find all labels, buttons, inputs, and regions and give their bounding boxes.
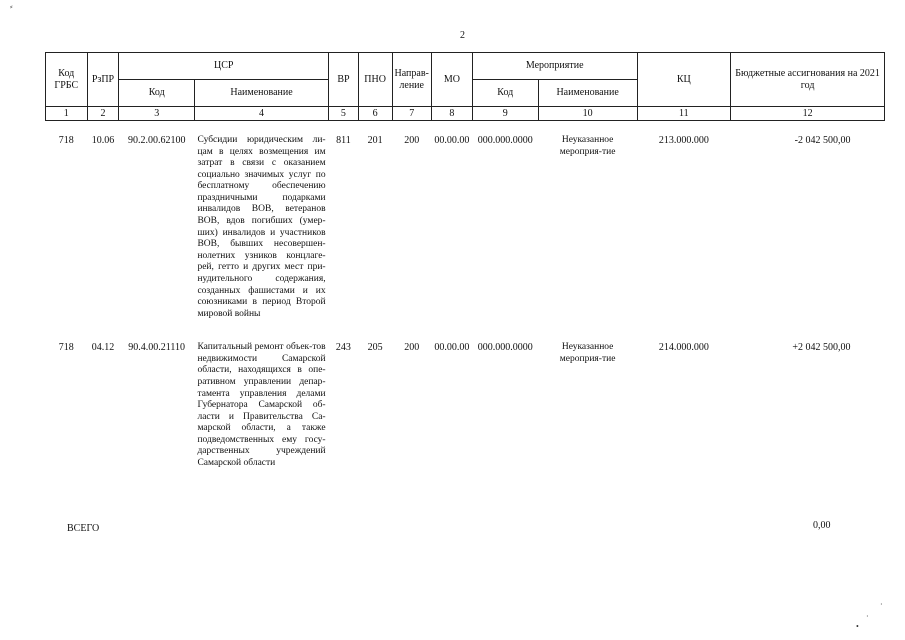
column-number: 10 <box>538 107 637 121</box>
scan-speck: ⸗ <box>10 2 13 11</box>
header-csr: ЦСР <box>119 53 329 80</box>
event-kod-cell: 000.000.0000 <box>477 135 533 146</box>
scan-speck: • <box>856 622 859 631</box>
napr-cell: 200 <box>404 135 420 146</box>
header-mo: МО <box>431 53 472 107</box>
pno-cell: 205 <box>367 342 383 354</box>
table-header <box>46 53 885 121</box>
column-number: 7 <box>392 107 431 121</box>
column-number: 2 <box>87 107 119 121</box>
budget-table <box>45 52 885 470</box>
column-number: 5 <box>329 107 359 121</box>
header-pno: ПНО <box>358 53 392 107</box>
vr-cell: 243 <box>335 342 351 354</box>
csr-name-cell: Капитальный ремонт объек-тов недвижимости Самарской области, находящихся в опе-ративном управлении депар-тамента управления делами Губернатора Самарской об-ласти и Правительства Са-марской области, а также подведомственных ему госу-дарственных учреждений Самарской области <box>197 342 326 469</box>
amount-cell: +2 042 500,00 <box>792 342 851 354</box>
header-event: Мероприятие <box>472 53 637 80</box>
csr-kod-cell: 90.2.00.62100 <box>127 135 186 146</box>
column-number: 9 <box>472 107 538 121</box>
vr-cell: 811 <box>336 135 351 146</box>
column-number: 1 <box>46 107 88 121</box>
mo-cell: 00.00.00 <box>434 135 470 146</box>
header-event-kod: Код <box>472 80 538 107</box>
column-number: 6 <box>358 107 392 121</box>
napr-cell: 200 <box>404 342 420 354</box>
grbs-cell: 718 <box>58 135 74 146</box>
total-label: ВСЕГО <box>67 523 100 534</box>
header-kc: КЦ <box>637 53 731 107</box>
event-kod-cell: 000.000.0000 <box>477 342 533 354</box>
mo-cell: 00.00.00 <box>434 342 470 354</box>
total-value: 0,00 <box>813 520 831 531</box>
event-name-cell: Неуказанное мероприя-тие <box>559 135 616 157</box>
rzpr-cell: 10.06 <box>91 135 115 146</box>
scan-speck: · <box>866 612 869 621</box>
column-number: 8 <box>431 107 472 121</box>
column-number: 11 <box>637 107 731 121</box>
grbs-cell: 718 <box>58 342 74 354</box>
table-row <box>46 135 885 320</box>
header-kod-grbs: Код ГРБС <box>46 53 88 107</box>
column-number: 3 <box>119 107 195 121</box>
page-number: 2 <box>460 30 465 41</box>
column-numbers-row <box>46 107 885 121</box>
csr-kod-cell: 90.4.00.21110 <box>128 342 186 354</box>
column-number: 4 <box>194 107 328 121</box>
header-vr: ВР <box>329 53 359 107</box>
pno-cell: 201 <box>367 135 383 146</box>
header-csr-kod: Код <box>119 80 195 107</box>
kc-cell: 214.000.000 <box>658 342 709 354</box>
csr-name-cell: Субсидии юридическим ли-цам в целях возмещения им затрат в связи с оказанием социально значимых услуг по бесплатному обеспечению праздничными подарками инвалидов ВОВ, ветеранов ВОВ, вдов погибших (умер-ших) инвалидов и участников ВОВ, бывших несовершен-нолетних узников концлаге-рей, гетто и других мест при-нудительного содержания, созданных фашистами и их союзниками в период Второй мировой войны <box>197 135 326 319</box>
column-number: 12 <box>731 107 885 121</box>
scan-speck: · <box>880 600 883 609</box>
amount-cell: -2 042 500,00 <box>794 135 851 146</box>
kc-cell: 213.000.000 <box>658 135 709 146</box>
header-csr-name: Наименование <box>194 80 328 107</box>
rzpr-cell: 04.12 <box>91 342 115 354</box>
event-name-cell: Неуказанное мероприя-тие <box>559 342 616 364</box>
header-budget: Бюджетные ассигнования на 2021 год <box>731 53 885 107</box>
header-rzpr: РзПР <box>87 53 119 107</box>
header-napr: Направ-ление <box>392 53 431 107</box>
table-row <box>46 342 885 469</box>
header-event-name: Наименование <box>538 80 637 107</box>
